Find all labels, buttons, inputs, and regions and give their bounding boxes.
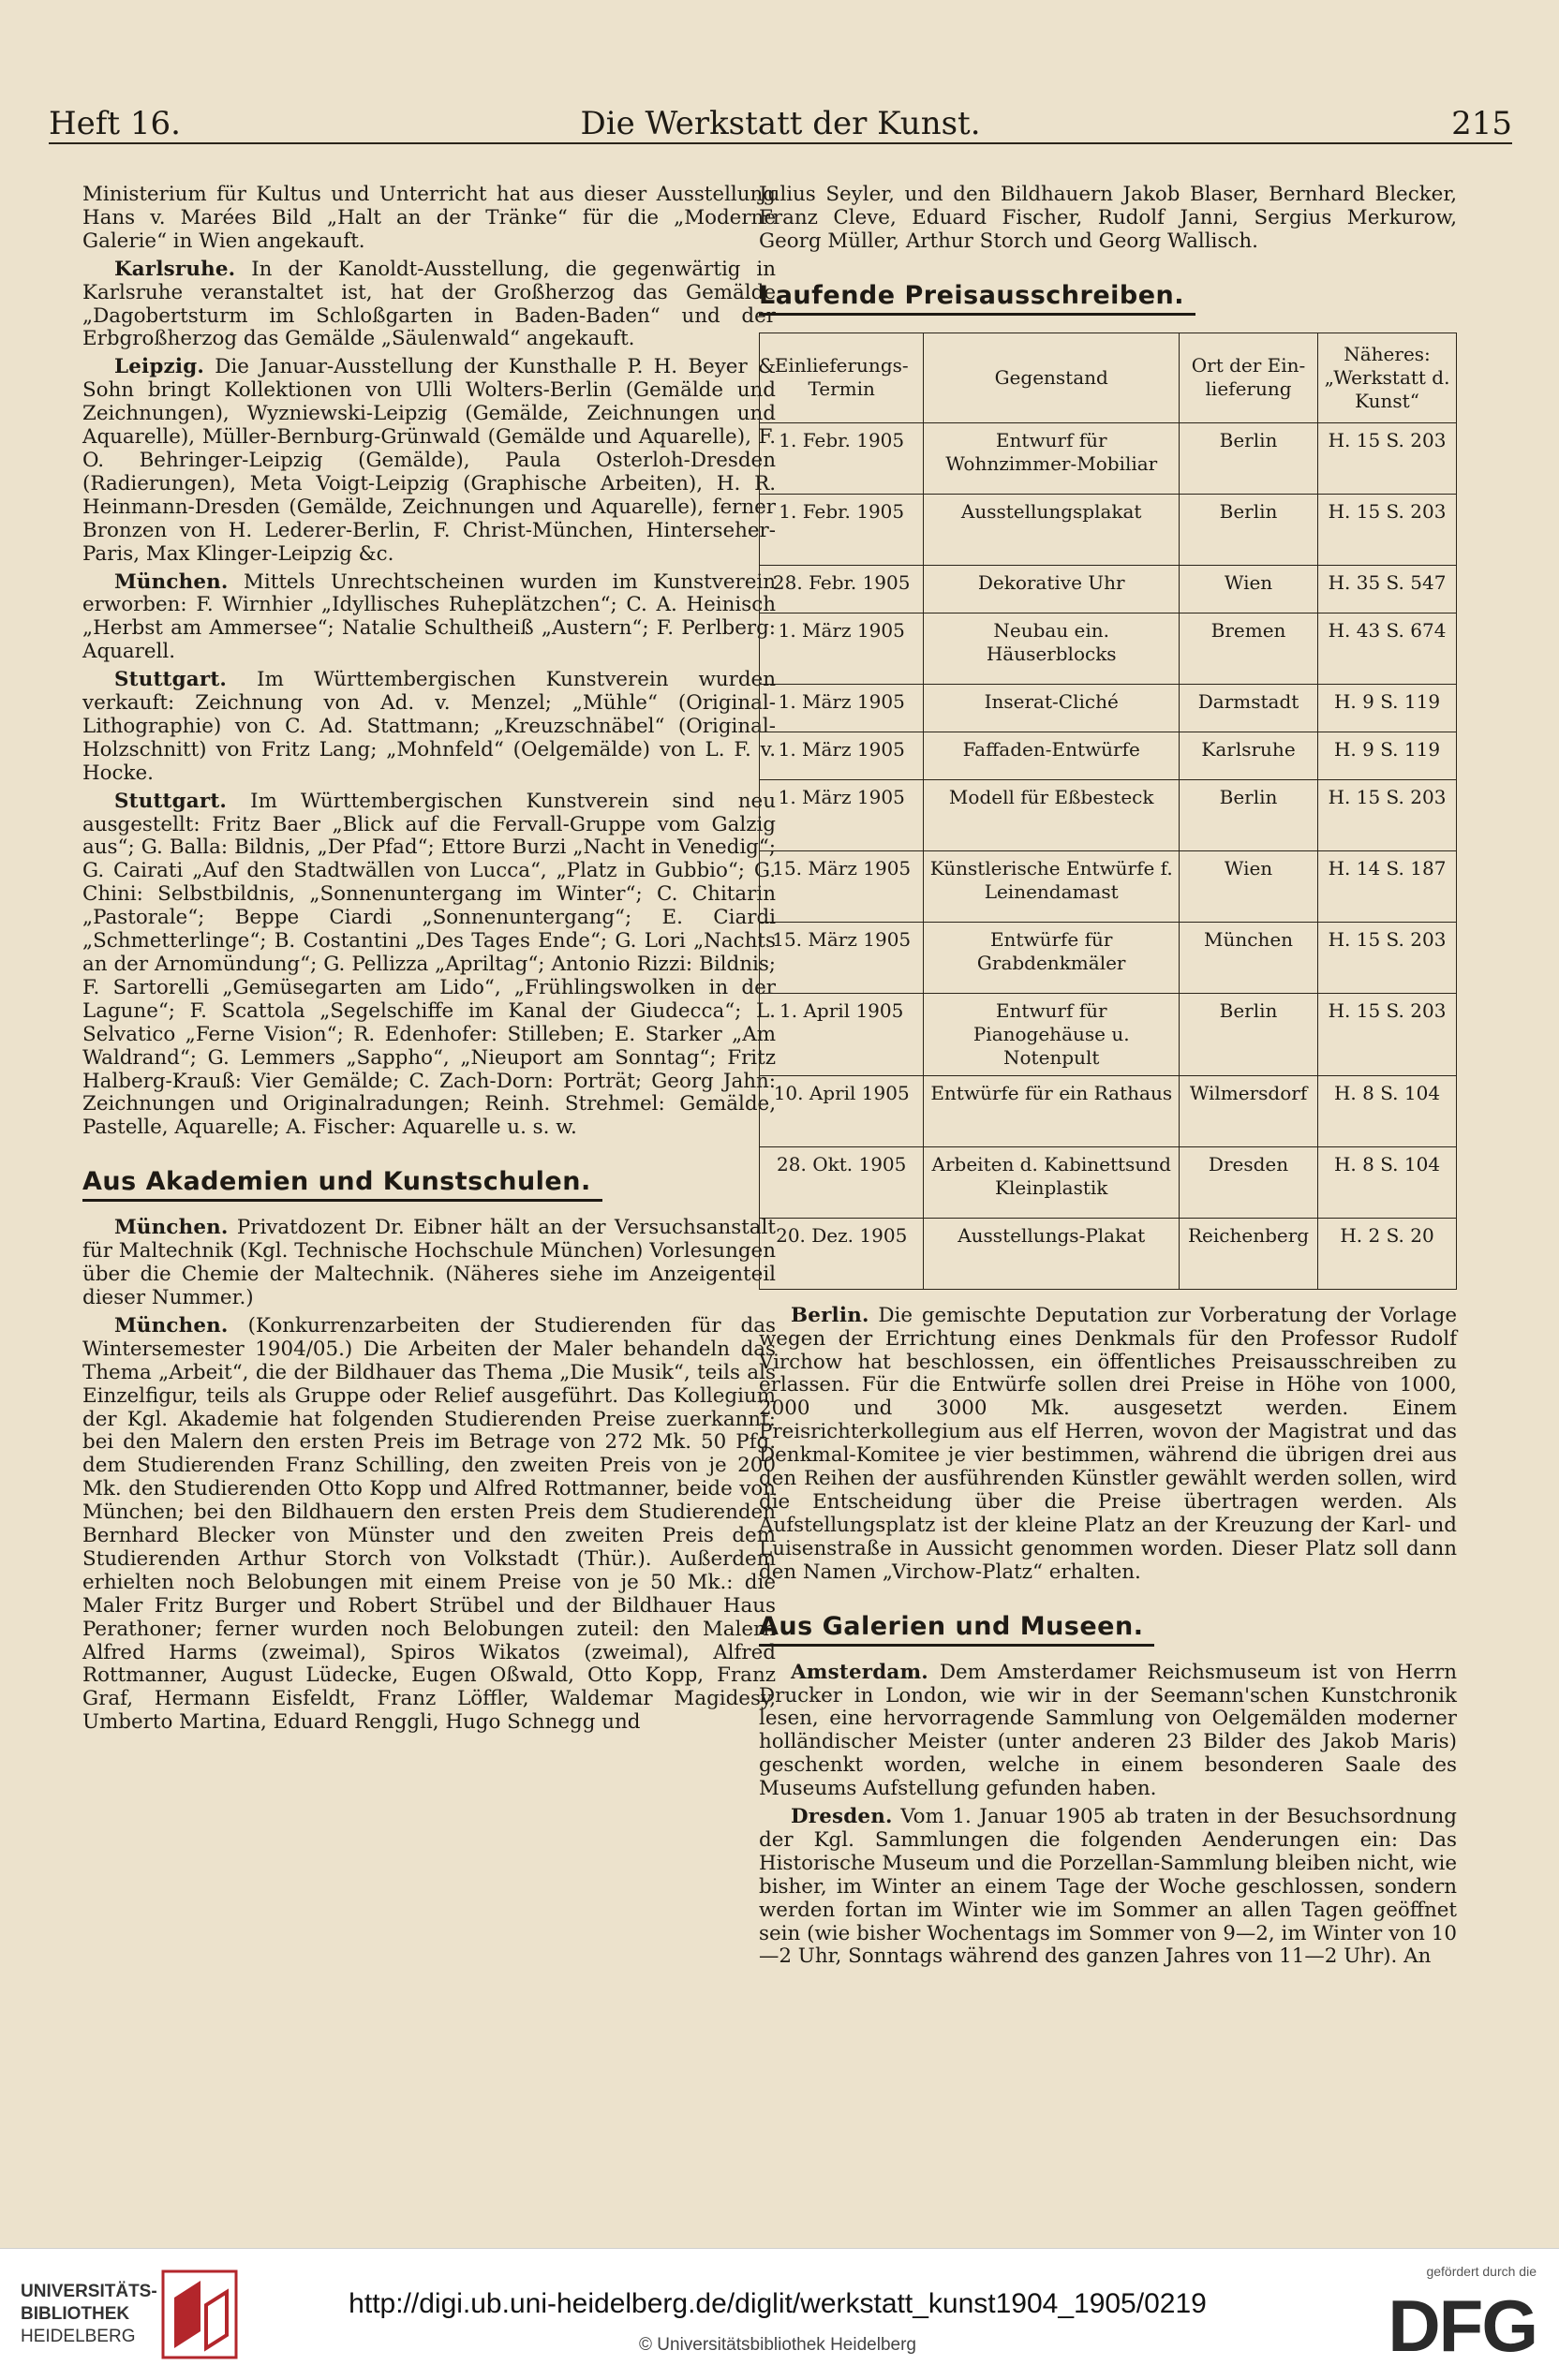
cell-subject: Neubau ein. Häuserblocks <box>924 613 1180 684</box>
col-header-date: Einlieferungs-Termin <box>760 333 924 422</box>
table-title: Laufende Preisausschreiben. <box>759 279 1195 316</box>
cell-place: Dresden <box>1180 1146 1318 1218</box>
news-paragraph <box>82 669 776 786</box>
cell-date: 1. März 1905 <box>760 613 924 684</box>
cell-date: 1. Febr. 1905 <box>760 494 924 565</box>
cell-reference: H. 8 S. 104 <box>1318 1075 1457 1146</box>
library-emblem-icon <box>161 2269 238 2359</box>
col-header-subject: Gegenstand <box>924 333 1180 422</box>
cell-place: Darmstadt <box>1180 684 1318 732</box>
col-header-reference: Näheres: „Werkstatt d. Kunst“ <box>1318 333 1457 422</box>
paragraph-lead: Stuttgart. <box>114 789 228 813</box>
library-name-line3: HEIDELBERG <box>21 2327 136 2346</box>
paragraph-text: Die gemischte Deputation zur Vorberatung der Vorlage wegen der Errichtung eines Denkmals für den Professor Rudolf Virchow hat beschlossen, ein öffentliches Preisausschreiben zu erlassen. Für die Entwürfe sollen drei Preise in Höhe von 1000, 2000 und 3000 Mk. ausgesetzt werden. Einem Preisrichterkollegium aus elf Herren, wovon der Magistrat und das Denkmal-Komitee je vier bestimmen, während die übrigen drei aus den Reihen der ausführenden Künstler gewählt werden sollen, wird die Entscheidung über die Preise übertragen werden. Als Aufstellungsplatz ist der kleine Platz an der Kreuzung der Karl- und Luisenstraße in Aussicht genommen worden. Dieser Platz soll dann den Namen „Virchow-Platz“ erhalten. <box>759 1303 1457 1584</box>
table-row <box>760 732 1457 779</box>
cell-place: Berlin <box>1180 779 1318 850</box>
cell-reference: H. 2 S. 20 <box>1318 1218 1457 1289</box>
paragraph-lead: Karlsruhe. <box>114 257 236 281</box>
paragraph-text: Im Württembergischen Kunstverein sind neu ausgestellt: Fritz Baer „Blick auf die Fervall-Gruppe vom Galzig aus“; G. Balla: Bildnis, „Der Pfad“; Ettore Burzi „Nacht in Venedig“; G. Cairati „Auf den Stadtwällen von Lucca“, „Platz in Gubbio“; G. Chini: Selbstbildnis, „Sonnenuntergang im Winter“; C. Chitarin „Pastorale“; Beppe Ciardi „Sonnenuntergang“; E. Ciardi „Schmetterlinge“; B. Costantini „Des Tages Ende“; G. Lori „Nachts an der Arnomündung“; G. Pellizza „Apriltag“; Antonio Rizzi: Bildnis; F. Sartorelli „Gemüsegarten am Lido“, „Frühlingswolken in der Lagune“; F. Scattola „Segelschiffe im Kanal der Giudecca“; L. Selvatico „Ferne Vision“; R. Edenhofer: Stilleben; E. Starker „Am Waldrand“; G. Lemmers „Sappho“, „Nieuport am Sonntag“; Fritz Halberg-Krauß: Vier Gemälde; C. Zach-Dorn: Porträt; Georg Jahn: Zeichnungen und Originalradungen; Reinh. Strehmel: Gemälde, Pastelle, Aquarelle; A. Fischer: Aquarelle u. s. w. <box>82 789 776 1140</box>
cell-reference: H. 9 S. 119 <box>1318 684 1457 732</box>
cell-date: 1. April 1905 <box>760 993 924 1075</box>
cell-subject: Ausstellungs-Plakat <box>924 1218 1180 1289</box>
paragraph-text: Vom 1. Januar 1905 ab traten in der Besuchsordnung der Kgl. Sammlungen die folgenden Aenderungen ein: Das Historische Museum und die Porzellan-Sammlung bleiben nicht, wie bisher, im Winter an einem Tage der Woche geschlossen, sondern werden fortan im Winter wie im Sommer an allen Tagen geöffnet sein (wie bisher Wochentags im Sommer von 9—2, im Winter von 10—2 Uhr, Sonntags während des ganzen Jahres von 11—2 Uhr). An <box>759 1805 1457 1969</box>
copyright-notice: © Universitätsbibliothek Heidelberg <box>639 2335 916 2355</box>
table-row <box>760 1146 1457 1218</box>
cell-subject: Ausstellungsplakat <box>924 494 1180 565</box>
cell-date: 15. März 1905 <box>760 850 924 922</box>
paragraph-text: Privatdozent Dr. Eibner hält an der Versuchsanstalt für Maltechnik (Kgl. Technische Hochschule München) Vorlesungen über die Chemie der Maltechnik. (Näheres siehe im Anzeigenteil dieser Nummer.) <box>82 1216 776 1309</box>
cell-place: Karlsruhe <box>1180 732 1318 779</box>
table-row <box>760 779 1457 850</box>
cell-reference: H. 9 S. 119 <box>1318 732 1457 779</box>
cell-date: 28. Okt. 1905 <box>760 1146 924 1218</box>
akademien-paragraphs <box>82 1217 776 1735</box>
cell-reference: H. 15 S. 203 <box>1318 494 1457 565</box>
paragraph-text: Dem Amsterdamer Reichsmuseum ist von Herrn Drucker in London, wie wir in der Seemann'schen Kunstchronik lesen, eine hervorragende Sammlung von Oelgemälden moderner holländischer Meister (unter anderen 23 Bilder des Jakob Maris) geschenkt worden, welche in einem besonderen Saale des Museums Aufstellung gefunden haben. <box>759 1660 1457 1801</box>
cell-reference: H. 14 S. 187 <box>1318 850 1457 922</box>
cell-date: 1. Febr. 1905 <box>760 422 924 494</box>
running-head <box>49 101 1512 144</box>
table-row <box>760 922 1457 993</box>
table-row <box>760 494 1457 565</box>
library-name-line2: BIBLIOTHEK <box>21 2304 130 2324</box>
left-column <box>82 184 776 1739</box>
cell-reference: H. 8 S. 104 <box>1318 1146 1457 1218</box>
paragraph-text: Ministerium für Kultus und Unterricht hat aus dieser Ausstellung Hans v. Marées Bild „Halt an der Tränke“ für die „Moderne Galerie“ in Wien angekauft. <box>82 183 776 253</box>
permalink[interactable]: http://digi.ub.uni-heidelberg.de/diglit/werkstatt_kunst1904_1905/0219 <box>349 2288 1207 2319</box>
table-row <box>760 613 1457 684</box>
table-row <box>760 993 1457 1075</box>
paragraph-lead: Dresden. <box>791 1805 893 1829</box>
akademie-paragraph <box>82 1217 776 1310</box>
news-paragraph <box>82 571 776 665</box>
page-number: 215 <box>1451 105 1512 142</box>
table-row <box>760 850 1457 922</box>
paragraph-lead: Stuttgart. <box>114 668 228 692</box>
right-column <box>759 184 1457 1973</box>
table-row <box>760 1218 1457 1289</box>
cell-subject: Entwürfe für Grabdenkmäler <box>924 922 1180 993</box>
right-intro: Julius Seyler, und den Bildhauern Jakob Blaser, Bernhard Blecker, Franz Cleve, Eduard Fischer, Rudolf Janni, Sergius Merkurow, Georg Müller, Arthur Storch und Georg Wallisch. <box>759 183 1457 253</box>
col-header-place: Ort der Ein-lieferung <box>1180 333 1318 422</box>
cell-subject: Dekorative Uhr <box>924 565 1180 613</box>
paragraph-lead: München. <box>114 569 229 594</box>
cell-place: Wilmersdorf <box>1180 1075 1318 1146</box>
cell-place: Berlin <box>1180 993 1318 1075</box>
section-title-akademien: Aus Akademien und Kunstschulen. <box>82 1165 602 1202</box>
competition-paragraph <box>759 1305 1457 1585</box>
paragraph-text: Die Januar-Ausstellung der Kunsthalle P. H. Beyer & Sohn bringt Kollektionen von Ulli Wolters-Berlin (Gemälde und Zeichnungen), Wyzniewski-Leipzig (Gemälde, Zeichnungen und Aquarelle), Müller-Bernburg-Grünwald (Gemälde und Aquarelle), F. O. Behringer-Leipzig (Gemälde), Paula Osterloh-Dresden (Radierungen), Meta Voigt-Leipzig (Graphische Arbeiten), H. R. Heinmann-Dresden (Gemälde, Zeichnungen und Aquarelle), ferner Bronzen von H. Lederer-Berlin, F. Christ-München, Hinterseher-Paris, Max Klinger-Leipzig &c. <box>82 355 776 566</box>
paragraph-lead: Amsterdam. <box>791 1660 928 1684</box>
cell-subject: Künstlerische Entwürfe f. Leinendamast <box>924 850 1180 922</box>
cell-place: Berlin <box>1180 494 1318 565</box>
news-paragraph <box>82 356 776 566</box>
funding-badge <box>1349 2258 1537 2375</box>
paragraph-text: In der Kanoldt-Ausstellung, die gegenwärtig in Karlsruhe veranstaltet ist, hat der Großherzog das Gemälde „Dagobertsturm im Schloßgarten in Baden-Baden“ und der Erbgroßherzog das Gemälde „Säulenwald“ angekauft. <box>82 257 776 351</box>
cell-subject: Arbeiten d. Kabinettsund Kleinplastik <box>924 1146 1180 1218</box>
dfg-logo: DFG <box>1388 2284 1537 2367</box>
section-title-galerien: Aus Galerien und Museen. <box>759 1610 1154 1647</box>
paragraph-lead: Leipzig. <box>114 355 205 379</box>
left-paragraphs <box>82 184 776 1140</box>
cell-subject: Entwürfe für ein Rathaus <box>924 1075 1180 1146</box>
news-paragraph <box>82 259 776 352</box>
cell-date: 10. April 1905 <box>760 1075 924 1146</box>
cell-place: Wien <box>1180 565 1318 613</box>
table-body <box>760 422 1457 1289</box>
table-header-row <box>760 333 1457 422</box>
cell-date: 1. März 1905 <box>760 779 924 850</box>
cell-reference: H. 35 S. 547 <box>1318 565 1457 613</box>
table-row <box>760 684 1457 732</box>
cell-reference: H. 15 S. 203 <box>1318 993 1457 1075</box>
paragraph-text: (Konkurrenzarbeiten der Studierenden für das Wintersemester 1904/05.) Die Arbeiten der Maler behandeln das Thema „Arbeit“, die der Bildhauer das Thema „Die Musik“, teils als Einzelfigur, teils als Gruppe oder Relief ausgeführt. Das Kollegium der Kgl. Akademie hat folgenden Studierenden Preise zuerkannt: bei den Malern den ersten Preis im Betrage von 272 Mk. 50 Pfg. dem Studierenden Franz Schilling, den zweiten Preis von je 200 Mk. den Studierenden Otto Kopp und Alfred Rottmanner, beide von München; bei den Bildhauern den ersten Preis dem Studierenden Bernhard Blecker von Münster und den zweiten Preis dem Studierenden Arthur Storch von Volkstadt (Thür.). Außerdem erhielten noch Belobungen mit einem Preise von je 50 Mk.: die Maler Fritz Burger und Robert Strübel und der Bildhauer Haus Perathoner; ferner wurden noch Belobungen zuteil: den Malern Alfred Harms (zweimal), Spiros Wikatos (zweimal), Alfred Rottmanner, August Lüdecke, Eugen Oßwald, Otto Kopp, Franz Graf, Hermann Eisfeldt, Franz Löffler, Waldemar Magidesy, Umberto Martina, Eduard Renggli, Hugo Schnegg und <box>82 1313 776 1735</box>
cell-subject: Modell für Eßbesteck <box>924 779 1180 850</box>
competitions-table <box>759 333 1457 1290</box>
cell-reference: H. 15 S. 203 <box>1318 922 1457 993</box>
news-paragraph <box>82 791 776 1141</box>
table-row <box>760 565 1457 613</box>
cell-subject: Faffaden-Entwürfe <box>924 732 1180 779</box>
cell-place: Berlin <box>1180 422 1318 494</box>
library-name <box>21 2281 157 2348</box>
cell-date: 1. März 1905 <box>760 732 924 779</box>
library-logo <box>21 2269 292 2363</box>
cell-reference: H. 15 S. 203 <box>1318 422 1457 494</box>
paragraph-lead: München. <box>114 1216 229 1240</box>
table-row <box>760 422 1457 494</box>
cell-place: Reichenberg <box>1180 1218 1318 1289</box>
paragraph-lead: Berlin. <box>791 1303 869 1327</box>
galerien-paragraphs <box>759 1662 1457 1970</box>
library-name-line1: UNIVERSITÄTS- <box>21 2282 157 2301</box>
cell-date: 15. März 1905 <box>760 922 924 993</box>
museum-paragraph <box>759 1662 1457 1801</box>
cell-date: 1. März 1905 <box>760 684 924 732</box>
cell-date: 28. Febr. 1905 <box>760 565 924 613</box>
berlin-paragraph <box>759 1305 1457 1585</box>
akademie-paragraph <box>82 1315 776 1735</box>
cell-reference: H. 15 S. 203 <box>1318 779 1457 850</box>
paragraph-lead: München. <box>114 1313 229 1338</box>
paragraph-text: Mittels Unrechtscheinen wurden im Kunstverein erworben: F. Wirnhier „Idyllisches Ruheplätzchen“; C. A. Heinisch „Herbst am Ammersee“; Natalie Schultheiß „Austern“; F. Perlberg: Aquarell. <box>82 569 776 664</box>
issue-number: Heft 16. <box>49 105 181 142</box>
paragraph-text: Im Württembergischen Kunstverein wurden verkauft: Zeichnung von Ad. v. Menzel; „Mühle“ (Original-Lithographie) von C. Ad. Stattmann; „Kreuzschnäbel“ (Original-Holzschnitt) von Fritz Lang; „Mohnfeld“ (Oelgemälde) von L. F. v. Hocke. <box>82 668 776 785</box>
cell-place: Wien <box>1180 850 1318 922</box>
cell-subject: Entwurf für Pianogehäuse u. Notenpult <box>924 993 1180 1075</box>
journal-title: Die Werkstatt der Kunst. <box>580 105 981 142</box>
cell-subject: Inserat-Cliché <box>924 684 1180 732</box>
table-row <box>760 1075 1457 1146</box>
museum-paragraph <box>759 1806 1457 1969</box>
cell-date: 20. Dez. 1905 <box>760 1218 924 1289</box>
cell-subject: Entwurf für Wohnzimmer-Mobiliar <box>924 422 1180 494</box>
news-paragraph <box>82 184 776 254</box>
cell-reference: H. 43 S. 674 <box>1318 613 1457 684</box>
cell-place: München <box>1180 922 1318 993</box>
cell-place: Bremen <box>1180 613 1318 684</box>
library-footer <box>0 2248 1559 2380</box>
funding-label: gefördert durch die <box>1426 2264 1537 2279</box>
